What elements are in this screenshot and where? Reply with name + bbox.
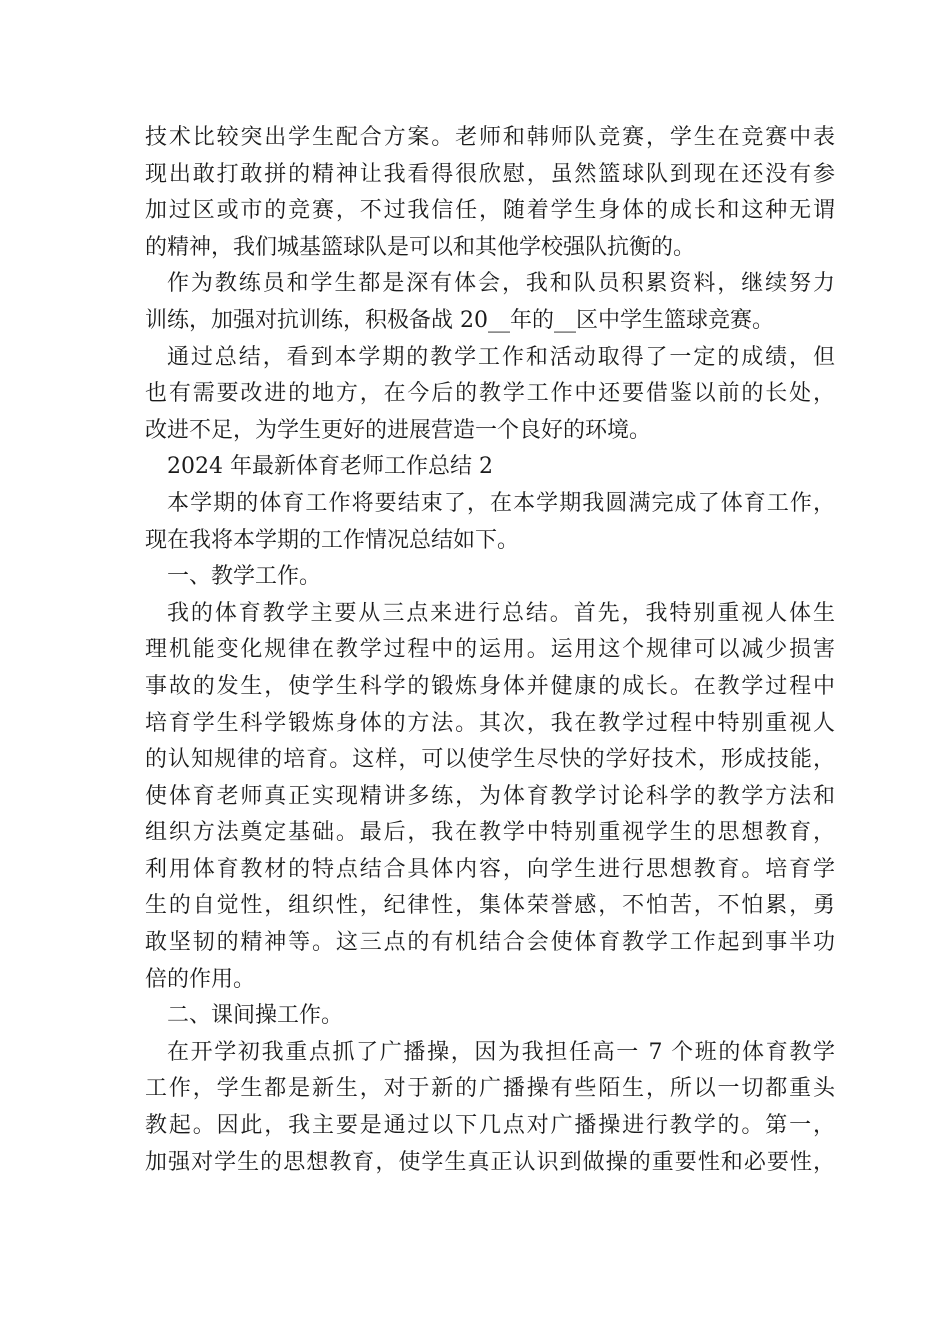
subsection-heading: 二、课间操工作。 xyxy=(167,1003,344,1029)
text-line: 也有需要改进的地方，在今后的教学工作中还要借鉴以前的长处， xyxy=(145,381,835,407)
text-line: 本学期的体育工作将要结束了，在本学期我圆满完成了体育工作， xyxy=(167,490,835,516)
text-line: 生的自觉性，组织性，纪律性，集体荣誉感，不怕苦，不怕累，勇 xyxy=(145,893,835,919)
text-line: 教起。因此，我主要是通过以下几点对广播操进行教学的。第一， xyxy=(145,1113,835,1139)
text-line: 加过区或市的竞赛，不过我信任，随着学生身体的成长和这种无谓 xyxy=(145,198,835,224)
text-line: 作为教练员和学生都是深有体会，我和队员积累资料，继续努力 xyxy=(167,271,835,297)
text-line: 加强对学生的思想教育，使学生真正认识到做操的重要性和必要性， xyxy=(145,1149,835,1175)
text-line: 通过总结，看到本学期的教学工作和活动取得了一定的成绩，但 xyxy=(167,344,835,370)
text-line: 利用体育教材的特点结合具体内容，向学生进行思想教育。培育学 xyxy=(145,856,835,882)
document-body xyxy=(145,120,835,1181)
text-line: 的精神，我们城基篮球队是可以和其他学校强队抗衡的。 xyxy=(145,234,696,260)
subsection-heading: 一、教学工作。 xyxy=(167,564,322,590)
text-line: 倍的作用。 xyxy=(145,966,256,992)
text-line: 培育学生科学锻炼身体的方法。其次，我在教学过程中特别重视人 xyxy=(145,710,835,736)
text-line: 的认知规律的培育。这样，可以使学生尽快的学好技术，形成技能， xyxy=(145,747,835,773)
text-line: 改进不足，为学生更好的进展营造一个良好的环境。 xyxy=(145,417,652,443)
text-line: 敢坚韧的精神等。这三点的有机结合会使体育教学工作起到事半功 xyxy=(145,930,835,956)
text-line: 现在我将本学期的工作情况总结如下。 xyxy=(145,527,520,553)
text-line: 技术比较突出学生配合方案。老师和韩师队竞赛，学生在竞赛中表 xyxy=(145,125,835,150)
text-line: 理机能变化规律在教学过程中的运用。运用这个规律可以减少损害 xyxy=(145,637,835,663)
text-line: 我的体育教学主要从三点来进行总结。首先，我特别重视人体生 xyxy=(167,600,835,626)
text-line: 在开学初我重点抓了广播操，因为我担任高一 7 个班的体育教学 xyxy=(167,1039,835,1065)
text-line: 组织方法奠定基础。最后，我在教学中特别重视学生的思想教育， xyxy=(145,820,835,846)
section-heading: 2024 年最新体育老师工作总结 2 xyxy=(167,454,493,480)
text-line: 使体育老师真正实现精讲多练，为体育教学讨论科学的教学方法和 xyxy=(145,783,835,809)
text-line: 工作，学生都是新生，对于新的广播操有些陌生，所以一切都重头 xyxy=(145,1076,835,1102)
text-line: 训练，加强对抗训练，积极备战 20__年的__区中学生篮球竞赛。 xyxy=(145,307,774,333)
text-line: 事故的发生，使学生科学的锻炼身体并健康的成长。在教学过程中 xyxy=(145,673,835,699)
text-line: 现出敢打敢拼的精神让我看得很欣慰，虽然篮球队到现在还没有参 xyxy=(145,161,835,187)
